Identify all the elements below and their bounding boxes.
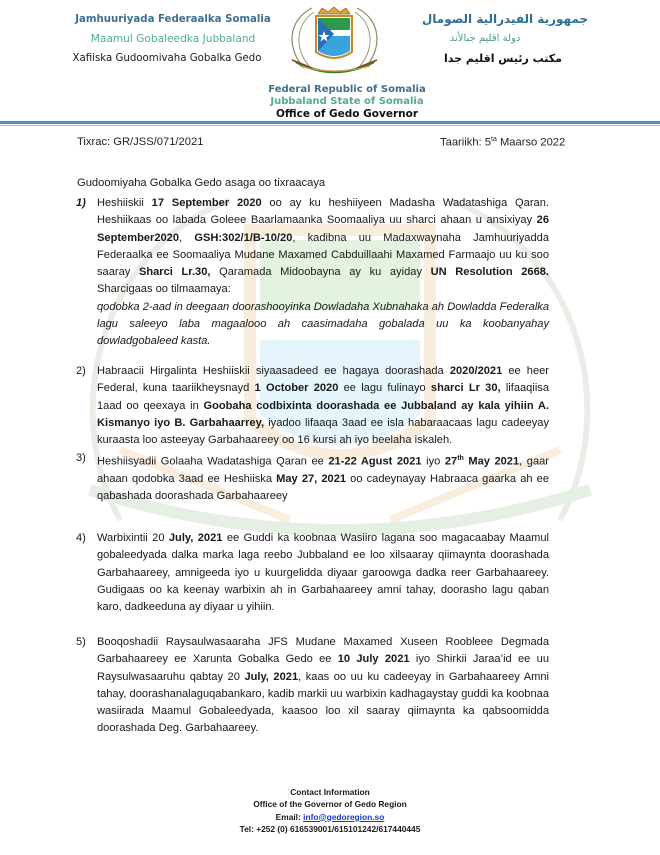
text: lifaaqiisa 1aad oo qeexaya in	[97, 382, 549, 412]
text: Qaramada Midoobayna ay ku ayiday	[210, 266, 431, 279]
text: , kaas oo uu ku cadeeyay in Garbahaareey Amni tahay, doorashanalaguqabankaro, kadib markii uu warbixin kadhagaystay guddi ka koobnaa wasiirada Maamul Gobaleedyada, kaasoo loo xil saaray qiimaynta ka qabsoomidda doorashada Deg. Garbahaareey.	[97, 670, 550, 735]
text: iyo	[421, 455, 445, 468]
bold-text: May 2021	[463, 455, 520, 468]
header-arabic-line1: جمهورية الفيدرالية الصومال	[421, 12, 589, 26]
bold-text: sharci Lr 30,	[430, 382, 501, 395]
header-arabic-line2: دولة اقليم جبالأند	[449, 33, 521, 44]
bold-text: GSH:302/1/B-10/20	[194, 231, 293, 244]
bold-text: 1 October 2020	[254, 382, 339, 395]
bold-text: 10 July 2021	[337, 653, 410, 666]
text: Booqoshadii Raysaulwasaaraha JFS Mudane Maxamed Xuseen Roobleee Degmada Garbahaareey ee Xarunta Gobalka Gedo ee	[97, 636, 549, 666]
text: Heshiisyadii Golaaha Wadatashiga Qaran ee	[97, 455, 329, 468]
text: oo cadeynayay Habraaca gaarka ah ee qabashada doorashada Garbahaareey	[97, 472, 549, 503]
bold-text: 26 September2020	[97, 214, 549, 244]
header-center-line2: Jubbaland State of Somalia	[270, 96, 424, 107]
header-divider-thin	[0, 125, 660, 126]
document-date	[440, 136, 565, 149]
item-number: 5)	[76, 636, 86, 648]
text: iyo Shirkii Jaraa’id ee uu Raysulwasaaruhu qabtay 20	[97, 653, 549, 683]
text: ee lagu fulinayo	[338, 382, 431, 395]
intro-line: Gudoomiyaha Gobalka Gedo asaga oo tixraacaya	[77, 177, 326, 189]
header-center-line3: Office of Gedo Governor	[275, 108, 419, 120]
bold-text: Goobaha codbixinta doorashada ee Jubbaland ay kala yihiin A. Kismanyo iyo B. Garbahaarrey,	[97, 399, 549, 429]
list-item-4	[76, 530, 549, 616]
header-left-line1: Jamhuuriyada Federaalka Somalia	[75, 14, 271, 25]
date-suffix: Maarso 2022	[496, 136, 566, 149]
footer-title: Contact Information	[290, 787, 370, 797]
bold-text: 17 September 2020	[151, 197, 262, 209]
text: Habraacii Hirgalinta Heshiiskii siyaasadeed ee hagaya doorashada	[97, 365, 450, 377]
date-superscript: ta	[491, 136, 497, 143]
contact-footer	[180, 786, 480, 835]
text: iyadoo lifaaqa 3aad ee isla habaraacaas lagu cadeeyay kuraasta loo asteeyay Garbahaareey oo 16 kursi ah iyo beelaha iskaleh.	[97, 416, 549, 447]
footer-phone: Tel: +252 (0) 616539001/615101242/617440445	[239, 823, 421, 834]
footer-email-line	[180, 811, 480, 823]
bold-text: 27	[444, 455, 458, 468]
bold-text: UN Resolution 2668.	[430, 266, 550, 279]
bold-text: May 27, 2021	[276, 472, 347, 485]
superscript: th	[457, 455, 464, 462]
item-number: 3)	[76, 452, 86, 464]
header-arabic-line3: مكتب رئيس اقليم جدا	[444, 52, 562, 65]
reference-number: Tixrac: GR/JSS/071/2021	[77, 136, 204, 148]
bold-text: July, 2021	[168, 532, 223, 544]
list-item-2	[76, 363, 549, 449]
date-prefix: Taariikh: 5	[440, 136, 491, 149]
text: , gaar ahaan qodobka 3aad ee Heshiiska	[97, 455, 549, 485]
text: ee heer Federal, kuna taariikheysnayd	[97, 365, 549, 395]
footer-office: Office of the Governor of Gedo Region	[253, 799, 407, 810]
text: Heshiiskii	[97, 197, 152, 209]
text: oo ay ku heshiiyeen Madasha Wadatashiga Qaran. Heshiikaas oo labada Goleee Baarlamaanka Soomaaliya uu sharci ahaan u ansixiyay	[97, 197, 549, 227]
header-center-line1: Federal Republic of Somalia	[268, 84, 426, 95]
text: ,	[179, 231, 195, 244]
bold-text: July, 2021	[244, 670, 299, 683]
header-left-line2: Maamul Gobaleedka Jubbaland	[90, 33, 256, 45]
quoted-article: qodobka 2-aad in deegaan doorashooyinka Dowladaha Xubnahaka ah Dowladda Federalka lagu saleeyo laba magaalooo ah caasimadaha gobalada uu ka koobanyahay dowladgobaleed kasta.	[97, 300, 549, 348]
header-left-line3: Xafiiska Gudoomivaha Gobalka Gedo	[72, 53, 262, 64]
list-item-1	[76, 195, 550, 351]
item-number: 4)	[76, 532, 86, 544]
text: Warbixintii 20	[97, 532, 169, 544]
header-divider	[0, 121, 660, 124]
bold-text: Sharci Lr.30,	[138, 266, 211, 279]
text: ee Guddi ka koobnaa Wasiiro lagana soo magacaabay Maamul gobaleedyada dalka marka laga reebo Jubbaland ee loo xilsaaray qiimaynta doorashada Garbahaareey, amnigeeda iyo u kuurgelidda diyaar garoowga dadka reer Garbahaareey. Gudigaas oo ka keenay warbixin ah in Garbahaareey amni tahay, doorasho lagu qaban karo, dadkeeduna ay diyaar u yihiin.	[97, 532, 549, 614]
text: Sharcigaas oo tilmaamaya:	[97, 283, 231, 296]
email-label: Email:	[275, 811, 304, 822]
bold-text: 21-22 Agust 2021	[328, 455, 422, 468]
bold-text: 2020/2021	[449, 365, 503, 377]
list-item-5	[76, 634, 550, 738]
email-link[interactable]: info@gedoregion.so	[303, 811, 385, 822]
text: , kadibna uu Madaxwaynaha Jamhuuriyadda Federaalka ee Soomaaliya Mudane Maxamed Cabduillaahi Maxamed Farmaajo uu ku soo saaray	[97, 231, 549, 279]
list-item-3	[76, 450, 549, 506]
item-number: 1)	[76, 197, 86, 209]
item-number: 2)	[76, 365, 86, 377]
